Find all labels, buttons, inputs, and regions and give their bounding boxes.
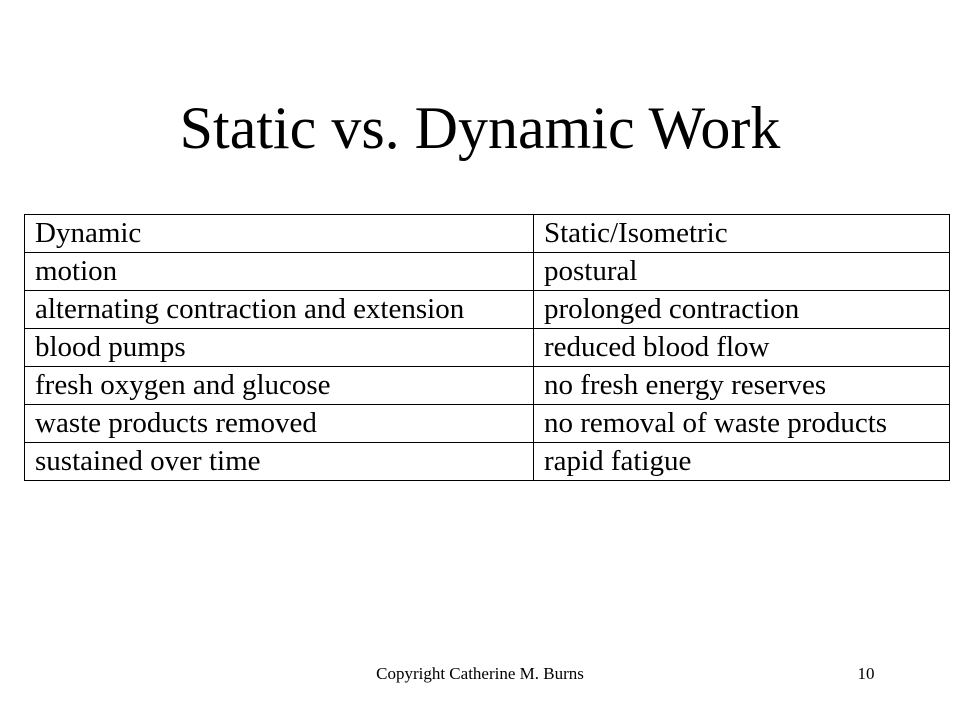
page-number: 10: [857, 664, 875, 683]
table-header-row: [25, 215, 950, 253]
table-cell-dynamic: alternating contraction and extension: [25, 291, 534, 329]
footer-copyright: Copyright Catherine M. Burns: [376, 664, 584, 683]
comparison-table: [24, 214, 950, 481]
header-static-isometric: Static/Isometric: [534, 215, 950, 253]
table-cell-static: no removal of waste products: [534, 405, 950, 443]
table-cell-static: reduced blood flow: [534, 329, 950, 367]
table-cell-static: postural: [534, 253, 950, 291]
table-cell-dynamic: sustained over time: [25, 443, 534, 481]
header-dynamic: Dynamic: [25, 215, 534, 253]
table-cell-dynamic: fresh oxygen and glucose: [25, 367, 534, 405]
table-cell-dynamic: motion: [25, 253, 534, 291]
table-row: [25, 405, 950, 443]
table-row: [25, 443, 950, 481]
table-row: [25, 253, 950, 291]
table-cell-dynamic: waste products removed: [25, 405, 534, 443]
table-row: [25, 367, 950, 405]
table-row: [25, 291, 950, 329]
table-cell-dynamic: blood pumps: [25, 329, 534, 367]
table-cell-static: rapid fatigue: [534, 443, 950, 481]
table-cell-static: no fresh energy reserves: [534, 367, 950, 405]
table-cell-static: prolonged contraction: [534, 291, 950, 329]
table-row: [25, 329, 950, 367]
slide-title: Static vs. Dynamic Work: [179, 95, 781, 161]
